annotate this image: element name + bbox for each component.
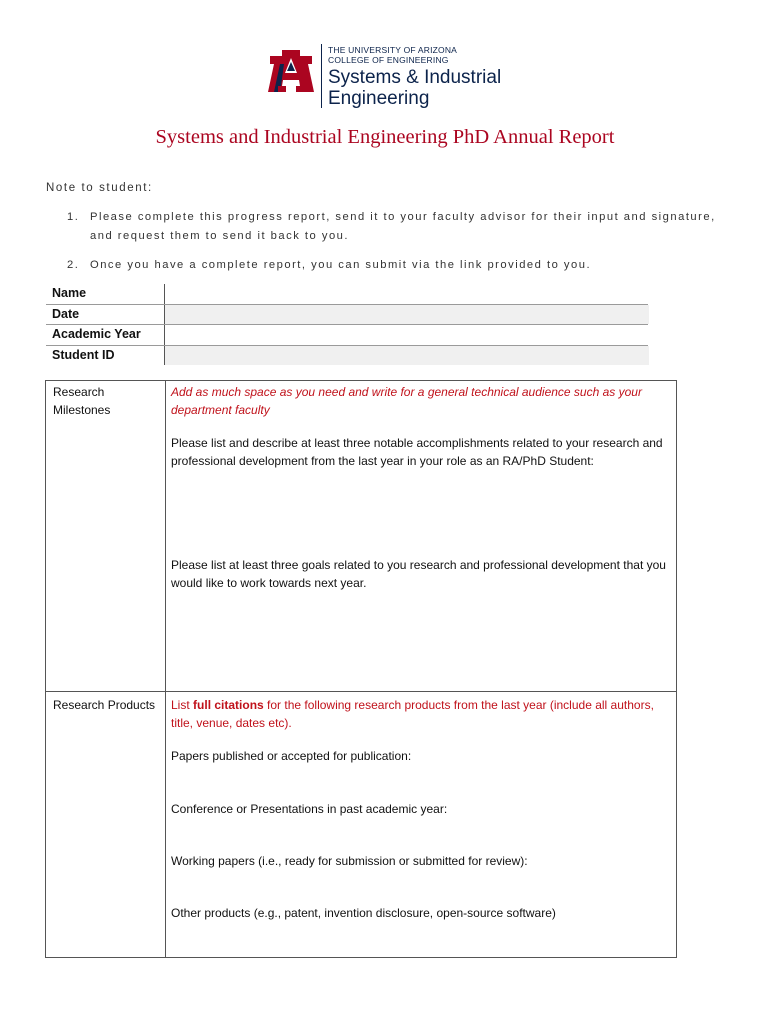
- block-a-logo-icon: [266, 46, 316, 96]
- department-name: Systems & Industrial Engineering: [328, 67, 502, 109]
- products-guidance: List full citations for the following research products from the last year (include all authors, title, venue, dates etc).: [171, 698, 654, 730]
- accomplishments-prompt[interactable]: Please list and describe at least three notable accomplishments related to your research and professional development from the last year in your role as an RA/PhD Student:: [171, 436, 663, 468]
- papers-prompt[interactable]: Papers published or accepted for publication:: [171, 749, 412, 763]
- university-name: THE UNIVERSITY OF ARIZONA COLLEGE OF ENGINEERING: [328, 45, 458, 65]
- row-divider: [46, 691, 676, 692]
- other-products-prompt[interactable]: Other products (e.g., patent, invention disclosure, open-source software): [171, 906, 556, 920]
- name-field[interactable]: [164, 284, 649, 304]
- logo-divider: [321, 44, 322, 108]
- name-row: [46, 284, 648, 305]
- report-table: [45, 380, 677, 958]
- academic-year-field[interactable]: [164, 325, 649, 345]
- student-info-table: [46, 284, 648, 365]
- goals-prompt[interactable]: Please list at least three goals related to you research and professional development that you would like to work towards next year.: [171, 558, 666, 590]
- student-id-label: Student ID: [52, 347, 115, 362]
- report-title: Systems and Industrial Engineering PhD Annual Report: [155, 126, 615, 148]
- products-label: Research Products: [53, 698, 156, 712]
- student-id-field[interactable]: [164, 346, 649, 366]
- date-row: [46, 305, 648, 326]
- note-label: Note to student:: [46, 182, 153, 194]
- column-divider: [165, 381, 166, 957]
- working-papers-prompt[interactable]: Working papers (i.e., ready for submission or submitted for review):: [171, 854, 528, 868]
- milestones-guidance: Add as much space as you need and write for a general technical audience such as your department faculty: [171, 385, 642, 417]
- date-field[interactable]: [164, 305, 649, 325]
- name-label: Name: [52, 286, 87, 300]
- academic-year-label: Academic Year: [52, 327, 141, 341]
- student-id-row: [46, 346, 648, 366]
- conferences-prompt[interactable]: Conference or Presentations in past academic year:: [171, 802, 448, 816]
- academic-year-row: [46, 325, 648, 346]
- date-label: Date: [52, 306, 80, 321]
- university-logo: [266, 44, 516, 110]
- milestones-label: Research Milestones: [53, 385, 111, 417]
